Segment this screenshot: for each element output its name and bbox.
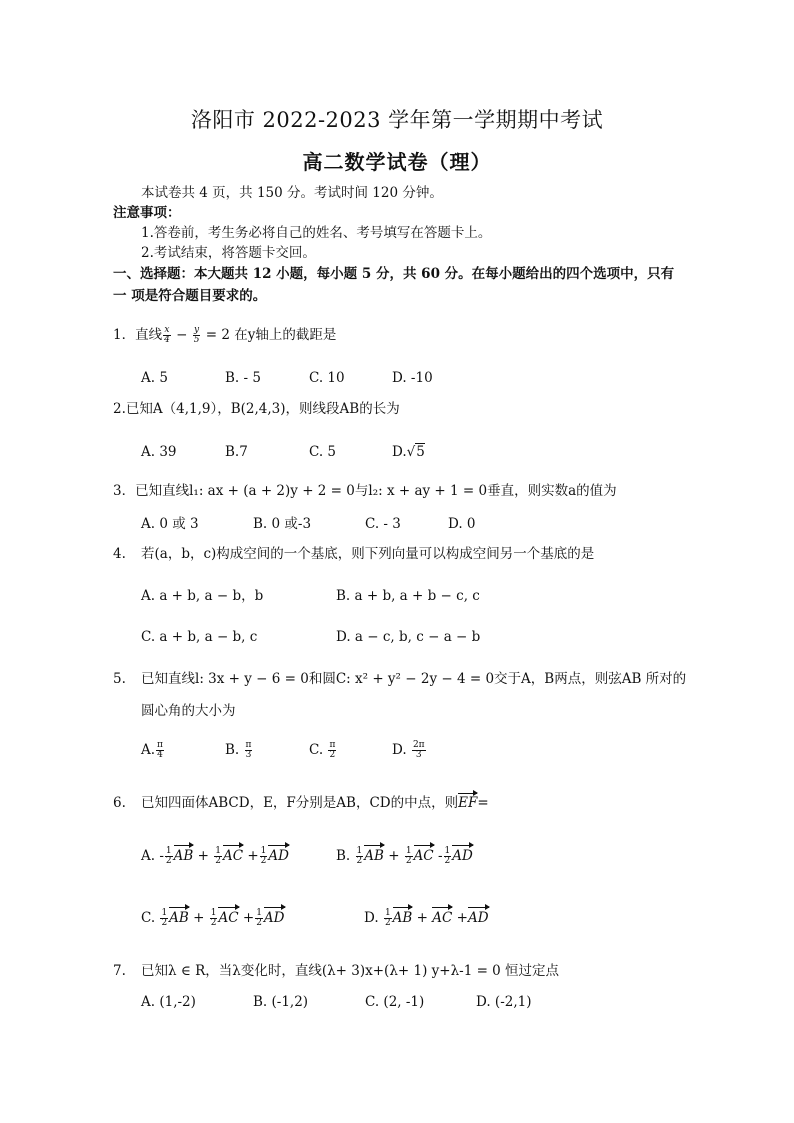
note-2: 2.考试结束，将答题卡交回。 <box>141 245 316 261</box>
question-7-stem: 已知λ ∈ R，当λ变化时，直线(λ+ 3)x+(λ+ 1) y+λ-1 = 0 恒过定点 <box>141 963 560 979</box>
q6-stem-vector-ef: EF <box>458 795 478 811</box>
q6-stem-end: = <box>477 795 489 811</box>
q5-option-d-label: D. <box>392 742 407 758</box>
q7-option-a: A. (1,-2) <box>141 994 196 1010</box>
q1-option-d: D. -10 <box>392 370 433 386</box>
q6-d-vec-ab: AB <box>392 910 413 926</box>
q6-b-label: B. <box>336 848 351 864</box>
question-4-stem: 若(a，b，c)构成空间的一个基底，则下列向量可以构成空间另一个基底的是 <box>141 546 595 562</box>
q6-option-d: D. $\frac{1}{2}$ AB + AC +AD <box>364 908 489 928</box>
q6-b-vec-ac: AC <box>413 848 434 864</box>
q4-option-d: D. a − c, b, c − a − b <box>336 629 481 645</box>
q6-a-vec-ab: AB <box>173 848 194 864</box>
q6-c-f1-num: 1 <box>161 908 168 918</box>
q5-option-d-frac <box>412 741 426 760</box>
q2-option-d-radicand: 5 <box>416 444 425 460</box>
exam-subtitle: 高二数学试卷（理） <box>302 150 492 174</box>
q2-option-d: D.√5 <box>392 444 425 460</box>
q5-option-c <box>309 740 337 760</box>
q2-option-c: C. 5 <box>309 444 337 460</box>
q6-d-f1-num: 1 <box>384 908 391 918</box>
q6-option-a: A. - $\frac{1}{2}$ AB + $\frac{1}{2}$ AC + $\frac{1}{2}$ AD <box>141 846 289 866</box>
q6-d-vec-ad: AD <box>467 910 489 926</box>
notes-heading: 注意事项： <box>113 205 181 221</box>
q5-option-a <box>141 740 165 760</box>
q5-option-a-label: A. <box>141 742 156 758</box>
q1-option-b: B. - 5 <box>225 370 261 386</box>
q6-d-label: D. <box>364 910 379 926</box>
question-5-stem-line1: 已知直线l: 3x + y − 6 = 0和圆C: x² + y² − 2y − 4 = 0交于A，B两点，则弦AB 所对的 <box>141 671 687 687</box>
q6-b-f3-den: 2 <box>444 856 451 866</box>
q6-b-f3-num: 1 <box>444 846 451 856</box>
q6-b-f2-num: 1 <box>405 846 412 856</box>
q6-a-f1-den: 2 <box>165 856 172 866</box>
q1-frac-y: $\frac{y}{5}$ <box>193 325 200 345</box>
q6-c-vec-ad: AD <box>263 910 285 926</box>
q6-a-f2-num: 1 <box>215 846 221 856</box>
q6-c-f2-num: 1 <box>210 908 217 918</box>
q5-option-c-label: C. <box>309 742 324 758</box>
section1-heading-line2: 一 项是符合题目要求的。 <box>113 288 267 304</box>
q5-b-num: π <box>245 740 252 750</box>
q1-option-a: A. 5 <box>141 370 168 386</box>
q3-option-a: A. 0 或 3 <box>141 516 199 532</box>
q5-c-den: 2 <box>329 750 336 760</box>
question-3-stem: 3．已知直线l₁: ax + (a + 2)y + 2 = 0与l₂: x + ay + 1 = 0垂直，则实数a的值为 <box>113 483 617 499</box>
note-1: 1.答卷前，考生务必将自己的姓名、考号填写在答题卡上。 <box>141 225 492 241</box>
q7-option-d: D. (-2,1) <box>476 994 532 1010</box>
intro-summary: 本试卷共 4 页，共 150 分。考试时间 120 分钟。 <box>141 185 443 201</box>
q1-suffix: = 2 在y轴上的截距是 <box>205 327 337 343</box>
q5-b-den: 3 <box>245 750 252 760</box>
q6-c-f2-den: 2 <box>210 918 217 928</box>
q6-option-c: C. $\frac{1}{2}$ AB + $\frac{1}{2}$ AC + $\frac{1}{2}$ AD <box>141 908 285 928</box>
q3-option-d: D. 0 <box>448 516 476 532</box>
q6-option-b: B. $\frac{1}{2}$ AB + $\frac{1}{2}$ AC - $\frac{1}{2}$ AD <box>336 846 473 866</box>
q6-d-f1-den: 2 <box>384 918 391 928</box>
q5-option-b-label: B. <box>225 742 240 758</box>
q5-d-num: 2π <box>412 740 425 750</box>
q4-option-c: C. a + b, a − b, c <box>141 629 258 645</box>
q6-a-f2-den: 2 <box>215 856 221 866</box>
q5-option-d <box>392 740 427 760</box>
q6-c-vec-ac: AC <box>218 910 239 926</box>
q1-option-c: C. 10 <box>309 370 345 386</box>
exam-title: 洛阳市 2022-2023 学年第一学期期中考试 <box>190 108 604 132</box>
q6-c-f3-num: 1 <box>256 908 262 918</box>
q6-c-f1-den: 2 <box>161 918 168 928</box>
q6-stem-text: 已知四面体ABCD，E，F分别是AB，CD的中点，则 <box>141 795 459 811</box>
q6-b-f2-den: 2 <box>405 856 412 866</box>
q6-b-f1-den: 2 <box>356 856 363 866</box>
q5-option-b-frac <box>245 741 253 760</box>
q3-option-c: C. - 3 <box>365 516 401 532</box>
q7-option-b: B. (-1,2) <box>253 994 309 1010</box>
q6-d-vec-ac: AC <box>432 910 453 926</box>
question-4-number: 4. <box>113 546 126 562</box>
q5-a-num: π <box>157 740 163 750</box>
q5-a-den: 4 <box>157 750 163 760</box>
q6-a-vec-ad: AD <box>268 848 289 864</box>
q4-option-b: B. a + b, a + b − c, c <box>336 588 480 604</box>
q6-b-vec-ab: AB <box>364 848 384 864</box>
q6-c-vec-ab: AB <box>169 910 189 926</box>
q6-c-label: C. <box>141 910 156 926</box>
q4-option-a: A. a + b, a − b，b <box>141 588 264 604</box>
q2-option-a: A. 39 <box>141 444 177 460</box>
question-5-number: 5. <box>113 671 126 687</box>
question-7-number: 7. <box>113 963 126 979</box>
question-1-stem: 1．直线 $\frac{x}{4}$ − $\frac{y}{5}$ = 2 在y轴上的截距是 <box>113 325 337 345</box>
question-6-number: 6. <box>113 795 126 811</box>
q6-a-f3-den: 2 <box>260 856 267 866</box>
q7-option-c: C. (2, -1) <box>365 994 425 1010</box>
q5-option-a-frac <box>156 741 164 760</box>
section1-heading-line1: 一、选择题：本大题共 12 小题，每小题 5 分，共 60 分。在每小题给出的四个选项中，只有 <box>113 266 675 282</box>
q6-a-vec-ac: AC <box>222 848 244 864</box>
question-5-stem-line2: 圆心角的大小为 <box>141 703 236 719</box>
q6-b-f1-num: 1 <box>356 846 363 856</box>
q6-a-f1-num: 1 <box>165 846 172 856</box>
q1-frac-x: $\frac{x}{4}$ <box>164 325 170 345</box>
q2-option-d-label: D. <box>392 444 407 460</box>
question-6-stem <box>141 794 489 812</box>
q6-a-label: A. <box>141 848 156 864</box>
q3-option-b: B. 0 或-3 <box>253 516 312 532</box>
q5-option-b <box>225 740 253 760</box>
question-2-stem: 2.已知A（4,1,9），B(2,4,3)，则线段AB的长为 <box>113 401 400 417</box>
q5-d-den: 3 <box>415 750 422 760</box>
q6-b-vec-ad: AD <box>452 848 473 864</box>
q1-prefix: 1．直线 <box>113 327 163 343</box>
q5-c-num: π <box>329 740 336 750</box>
q6-c-f3-den: 2 <box>256 918 262 928</box>
q6-a-f3-num: 1 <box>260 846 267 856</box>
q2-option-b: B.7 <box>225 444 248 460</box>
q5-option-c-frac <box>328 741 336 760</box>
